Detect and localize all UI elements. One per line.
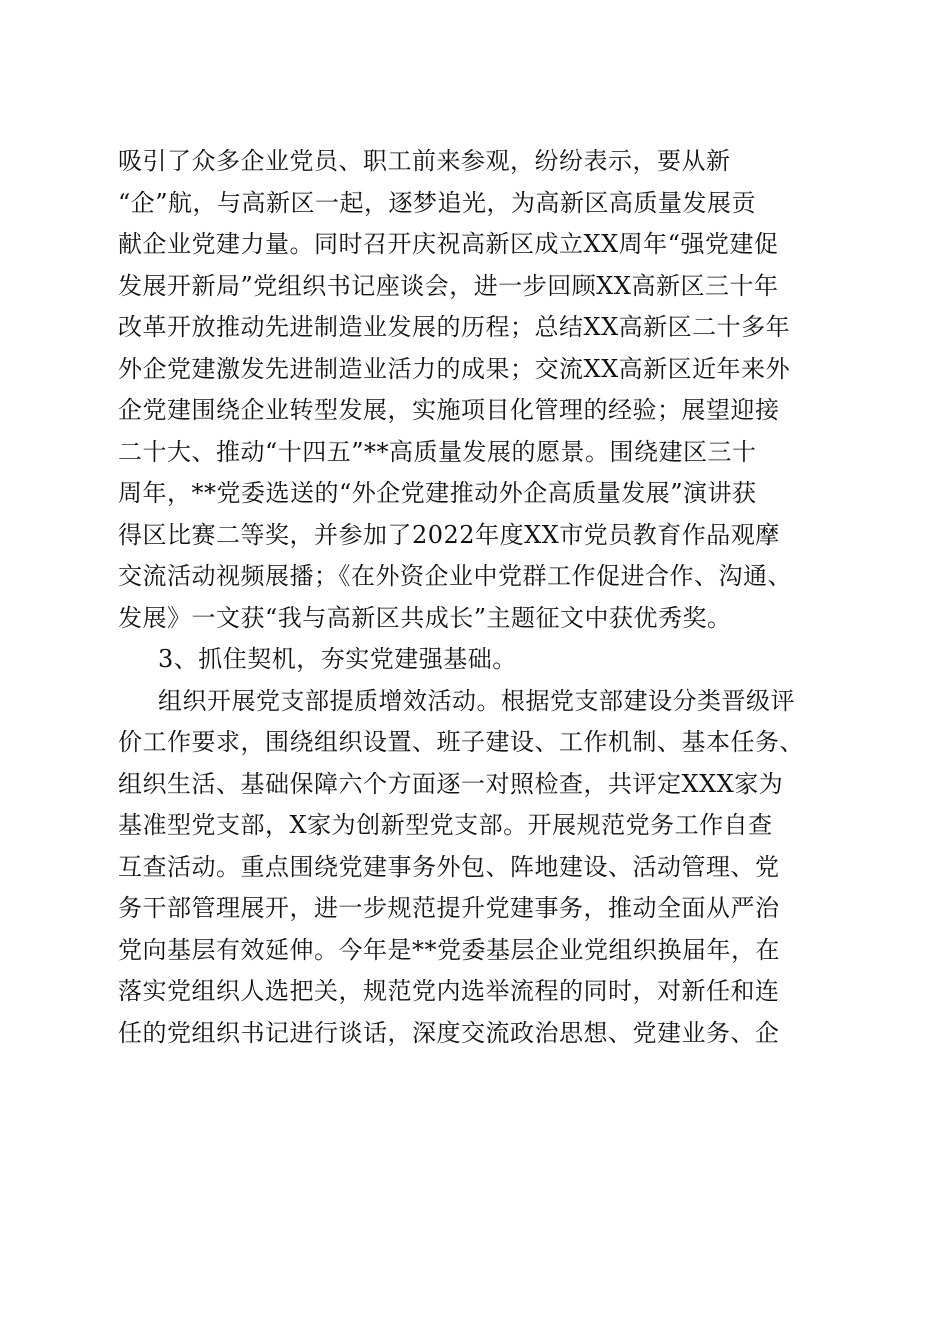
body-line: 互查活动。重点围绕党建事务外包、阵地建设、活动管理、党 (118, 852, 780, 881)
body-line: “企”航，与高新区一起，逐梦追光，为高新区高质量发展贡 (118, 188, 757, 217)
body-line: 基准型党支部，X家为创新型党支部。开展规范党务工作自查 (118, 811, 773, 839)
body-line: 发展》一文获“我与高新区共成长”主题征文中获优秀奖。 (118, 603, 732, 632)
body-line: 改革开放推动先进制造业发展的历程；总结XX高新区二十多年 (118, 313, 791, 341)
body-line: 落实党组织人选把关，规范党内选举流程的同时，对新任和连 (118, 977, 780, 1005)
body-line: 得区比赛二等奖，并参加了2022年度XX市党员教育作品观摩 (118, 520, 780, 549)
body-line: 务干部管理展开，进一步规范提升党建事务，推动全面从严治 (118, 894, 780, 922)
section-heading: 3、抓住契机，夯实党建强基础。 (158, 645, 517, 673)
body-line: 党向基层有效延伸。今年是**党委基层企业党组织换届年，在 (118, 935, 780, 964)
body-line: 组织生活、基础保障六个方面逐一对照检查，共评定XXX家为 (118, 769, 784, 798)
body-line: 吸引了众多企业党员、职工前来参观，纷纷表示，要从新 (118, 147, 731, 175)
body-line: 献企业党建力量。同时召开庆祝高新区成立XX周年“强党建促 (118, 230, 779, 258)
body-line: 周年，**党委选送的“外企党建推动外企高质量发展”演讲获 (118, 479, 757, 507)
body-line: 发展开新局”党组织书记座谈会，进一步回顾XX高新区三十年 (118, 271, 779, 300)
body-line: 企党建围绕企业转型发展，实施项目化管理的经验；展望迎接 (118, 396, 780, 424)
body-line: 交流活动视频展播；《在外资企业中党群工作促进合作、沟通、 (118, 562, 792, 590)
document-body (118, 141, 838, 1054)
body-line: 外企党建激发先进制造业活力的成果；交流XX高新区近年来外 (118, 354, 791, 383)
body-line: 价工作要求，围绕组织设置、班子建设、工作机制、基本任务、 (118, 728, 804, 756)
body-line: 二十大、推动“十四五”**高质量发展的愿景。围绕建区三十 (118, 437, 757, 466)
body-line: 组织开展党支部提质增效活动。根据党支部建设分类晋级评 (158, 686, 795, 715)
body-line: 任的党组织书记进行谈话，深度交流政治思想、党建业务、企 (118, 1018, 780, 1047)
